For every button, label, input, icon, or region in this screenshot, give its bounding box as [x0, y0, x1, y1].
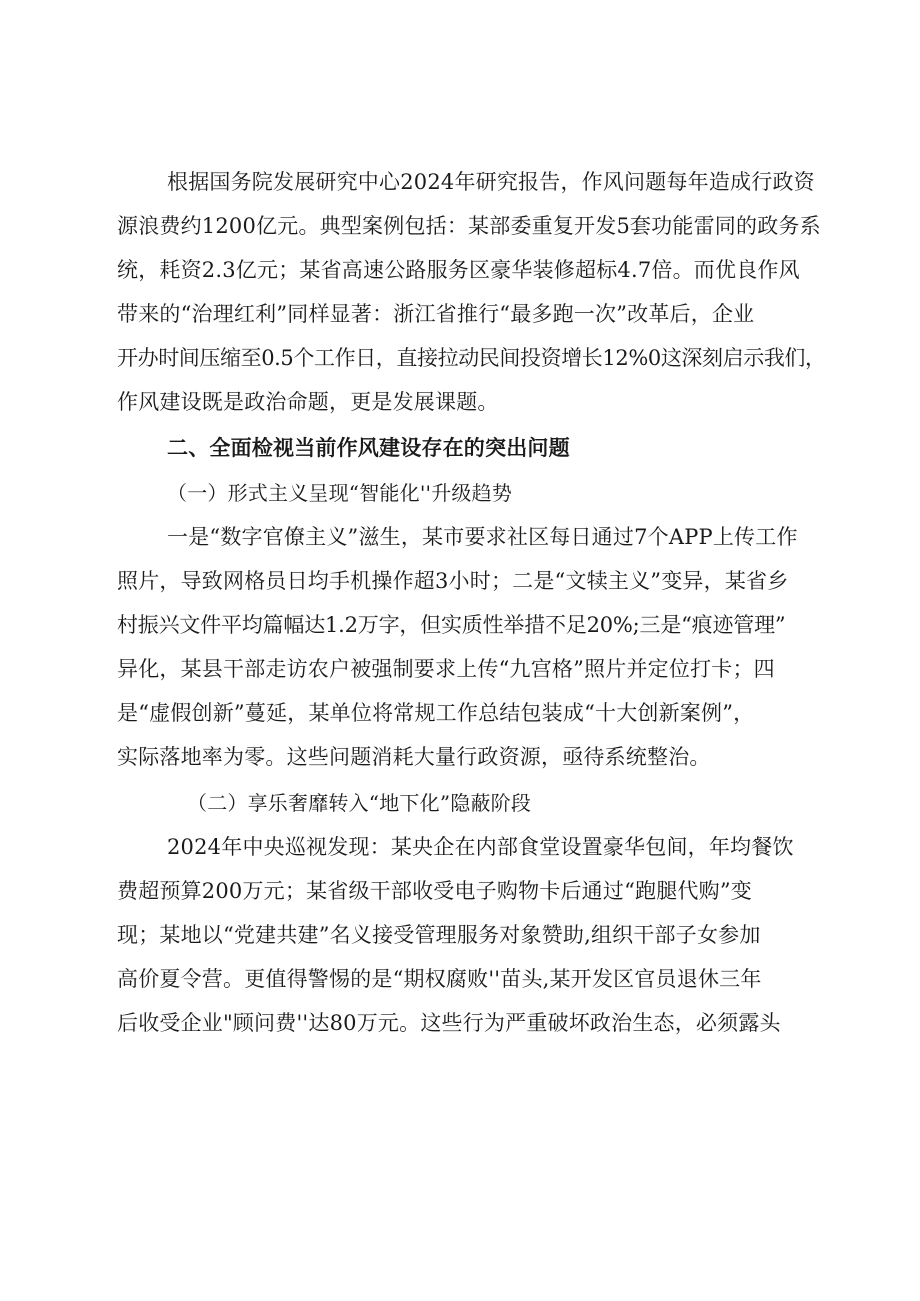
paragraph-3-line-5: 后收受企业"顾问费''达80万元。这些行为严重破坏政治生态，必须露头	[117, 1011, 781, 1035]
paragraph-2-line-2: 照片，导致网格员日均手机操作超3小时；二是“文犊主义”变异，某省乡	[117, 569, 789, 593]
paragraph-2-line-1: 一是“数字官僚主义”滋生，某市要求社区每日通过7个APP上传工作	[167, 525, 798, 549]
paragraph-3-line-3: 现；某地以“党建共建”名义接受管理服务对象赞助,组织干部子女参加	[117, 923, 761, 947]
section-heading: 二、全面检视当前作风建设存在的突出问题	[167, 436, 570, 460]
paragraph-3-line-4: 高价夏令营。更值得警惕的是“期权腐败''苗头,某开发区官员退休三年	[117, 967, 762, 991]
paragraph-1-line-5: 开办时间压缩至0.5个工作日，直接拉动民间投资增长12%0这深刻启示我们，	[117, 346, 826, 370]
paragraph-1-line-1: 根据国务院发展研究中心2024年研究报告，作风问题每年造成行政资	[167, 170, 815, 194]
subsection-heading-2: （二）享乐奢靡转入“地下化”隐蔽阶段	[187, 791, 532, 815]
paragraph-1-line-6: 作风建设既是政治命题，更是发展课题。	[117, 390, 499, 414]
subsection-heading-1: （一）形式主义呈现“智能化''升级趋势	[167, 481, 513, 505]
paragraph-2-line-4: 异化，某县干部走访农户被强制要求上传“九宫格”照片并定位打卡；四	[117, 657, 775, 681]
paragraph-3-line-2: 费超预算200万元；某省级干部收受电子购物卡后通过“跑腿代购”变	[117, 879, 752, 903]
paragraph-1-line-4: 带来的“治理红利”同样显著：浙江省推行“最多跑一次”改革后，企业	[117, 302, 755, 326]
paragraph-1-line-3: 统，耗资2.3亿元；某省高速公路服务区豪华装修超标4.7倍。而优良作风	[117, 258, 800, 282]
paragraph-2-line-3: 村振兴文件平均篇幅达1.2万字，但实质性举措不足20%;三是“痕迹管理”	[117, 613, 786, 637]
paragraph-1-line-2: 源浪费约1200亿元。典型案例包括：某部委重复开发5套功能雷同的政务系	[117, 214, 821, 238]
paragraph-2-line-6: 实际落地率为零。这些问题消耗大量行政资源，亟待系统整治。	[117, 745, 711, 769]
paragraph-2-line-5: 是“虚假创新”蔓延，某单位将常规工作总结包装成“十大创新案例”，	[117, 701, 755, 725]
paragraph-3-line-1: 2024年中央巡视发现：某央企在内部食堂设置豪华包间，年均餐饮	[167, 835, 794, 859]
